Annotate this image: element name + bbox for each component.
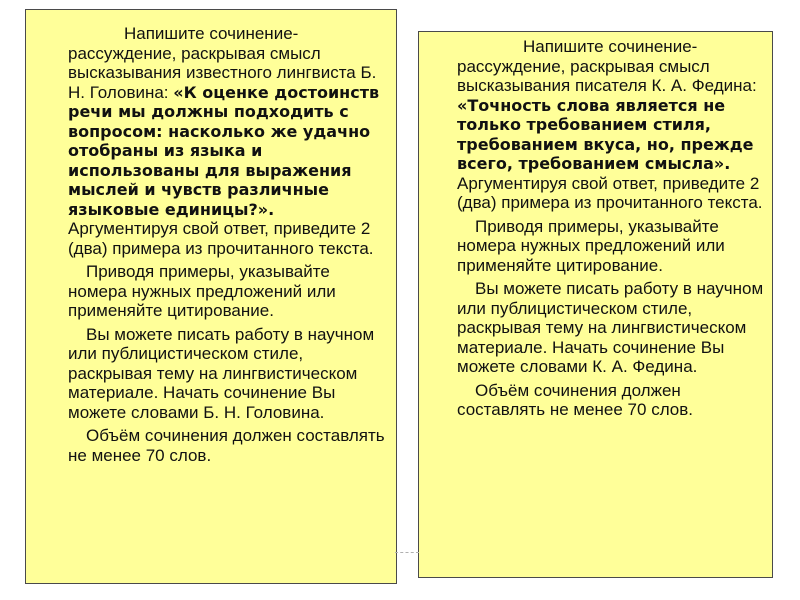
task-argument-text: Аргументируя свой ответ, приведите 2 (два) примера из прочитанного текста. <box>457 173 763 212</box>
task-intro-text: Напишите сочинение-рассуждение, раскрывая смысл высказывания писателя К. А. Федина: <box>457 37 757 95</box>
slide-divider-mark <box>395 552 419 553</box>
style-instruction: Вы можете писать работу в научном или публицистическом стиле, раскрывая тему на лингвистическом материале. Начать сочинение Вы можете словами К. А. Федина. <box>457 279 764 376</box>
fedin-quote: «Точность слова является не только требованием стиля, требованием вкуса, но, прежде всего, требованием смысла». <box>457 95 754 173</box>
essay-task-card-fedin <box>418 31 773 578</box>
length-requirement: Объём сочинения должен составлять не менее 70 слов. <box>457 380 694 419</box>
examples-instruction: Приводя примеры, указывайте номера нужных предложений или применяйте цитирование. <box>457 216 725 275</box>
style-instruction: Вы можете писать работу в научном или публицистическом стиле, раскрывая тему на лингвистическом материале. Начать сочинение Вы можете словами Б. Н. Головина. <box>68 324 375 422</box>
examples-instruction: Приводя примеры, указывайте номера нужных предложений или применяйте цитирование. <box>68 262 336 320</box>
task-intro-paragraph <box>457 37 766 213</box>
task-intro-text: Напишите сочинение-рассуждение, раскрывая смысл высказывания известного лингвиста Б. Н. Головина: <box>68 24 377 102</box>
task-intro-paragraph <box>68 24 386 258</box>
task-argument-text: Аргументируя свой ответ, приведите 2 (два) примера из прочитанного текста. <box>68 219 374 258</box>
essay-task-card-golovin <box>25 9 397 584</box>
golovin-quote: «К оценке достоинств речи мы должны подходить с вопросом: насколько же удачно отобраны из языка и использованы для выражения мыслей и чувств различные языковые единицы?». <box>68 82 380 219</box>
length-requirement: Объём сочинения должен составлять не менее 70 слов. <box>68 426 385 465</box>
